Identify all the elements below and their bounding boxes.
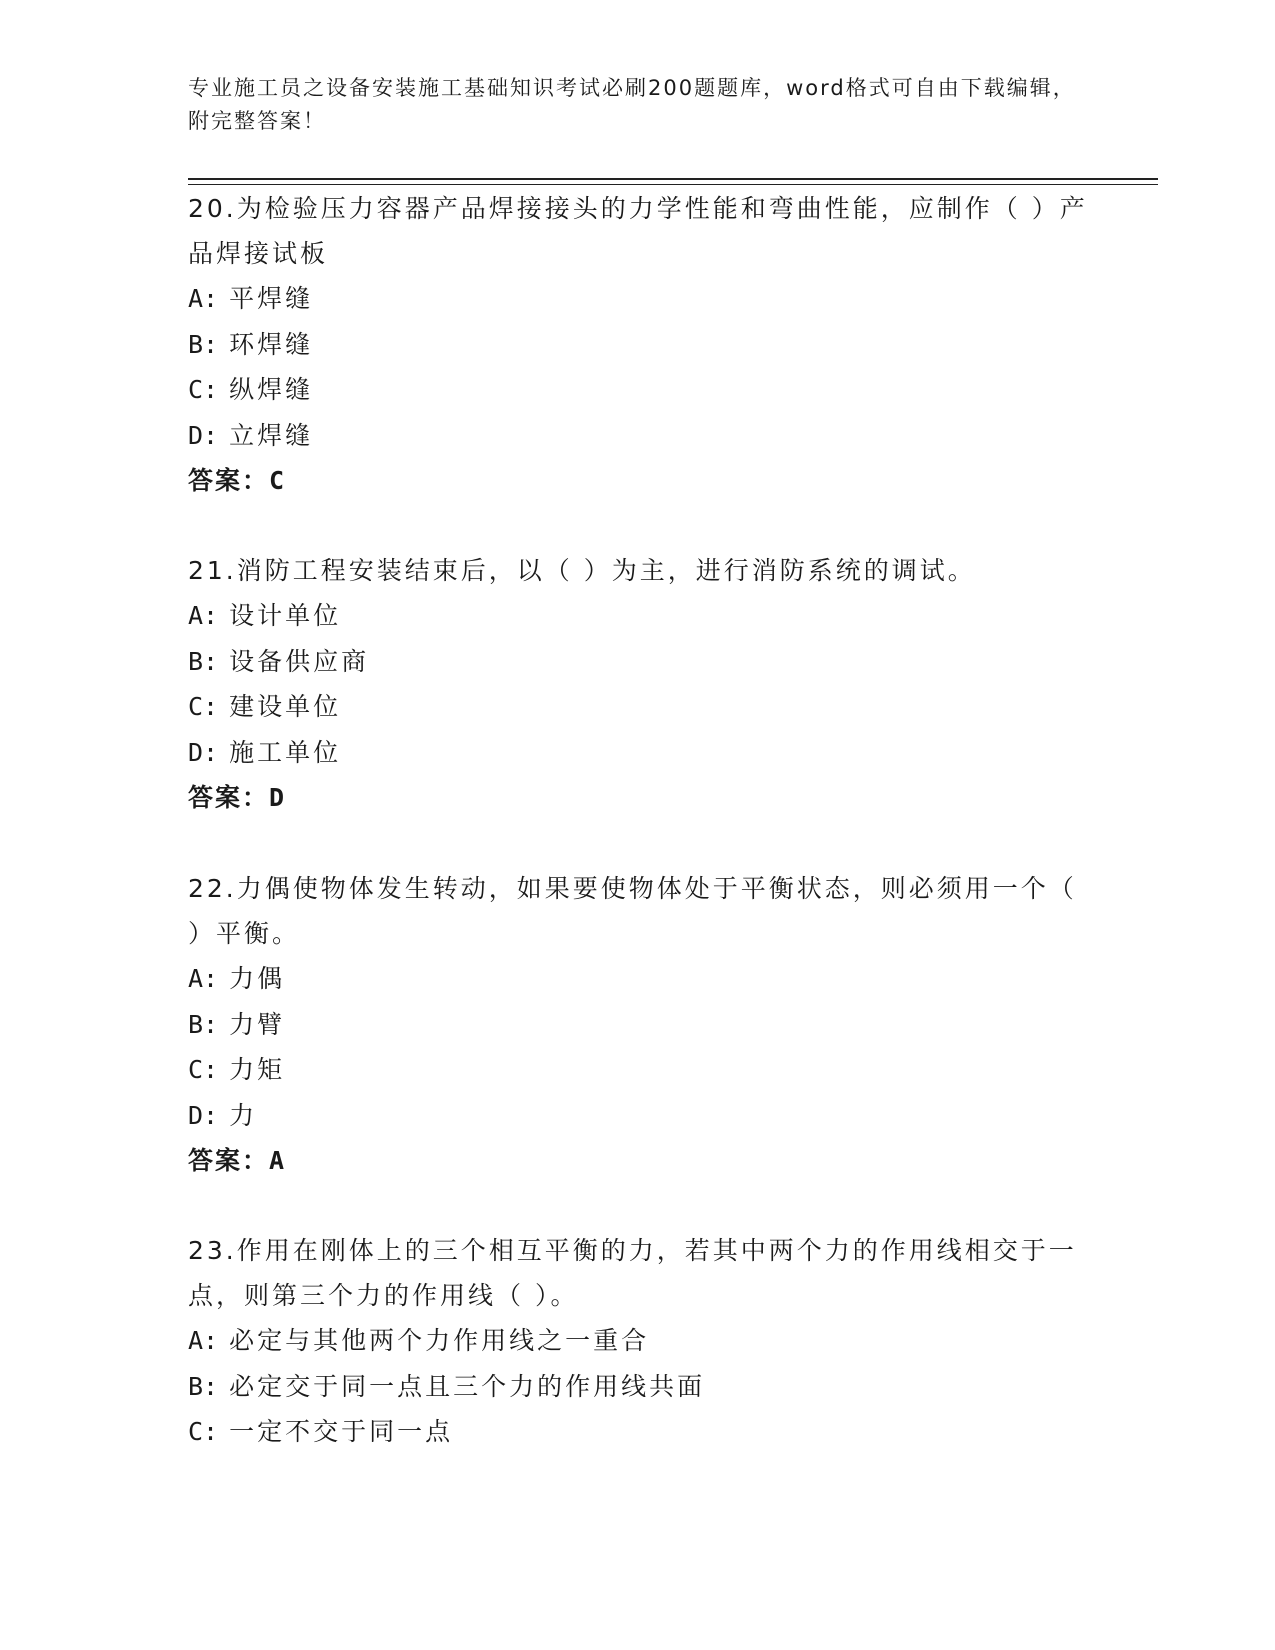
question-stem: 23.作用在刚体上的三个相互平衡的力，若其中两个力的作用线相交于一点，则第三个力的作用线（ ）。 bbox=[188, 1236, 1077, 1310]
option-text: 力 bbox=[229, 1100, 258, 1130]
question-stem: 21.消防工程安装结束后，以（ ）为主，进行消防系统的调试。 bbox=[188, 556, 976, 585]
option-c bbox=[188, 1409, 1088, 1455]
answer-line bbox=[188, 1138, 1088, 1184]
option-text: 纵焊缝 bbox=[229, 375, 314, 404]
option-a bbox=[188, 276, 1088, 322]
answer-line bbox=[188, 458, 1088, 504]
option-letter: A: bbox=[188, 601, 219, 630]
option-letter: B: bbox=[188, 646, 219, 676]
header-divider-thin bbox=[188, 184, 1158, 185]
option-letter: B: bbox=[188, 329, 219, 359]
option-d bbox=[188, 730, 1088, 776]
option-c bbox=[188, 684, 1088, 730]
option-letter: C: bbox=[188, 375, 219, 404]
question-stem: 20.为检验压力容器产品焊接接头的力学性能和弯曲性能，应制作（ ）产品焊接试板 bbox=[188, 194, 1088, 268]
question-20 bbox=[188, 186, 1088, 504]
option-letter: D: bbox=[188, 420, 219, 450]
answer-label: 答案： bbox=[188, 466, 270, 495]
option-text: 力臂 bbox=[229, 1009, 286, 1039]
option-b bbox=[188, 1002, 1088, 1048]
option-text: 施工单位 bbox=[229, 737, 342, 767]
document-header: 专业施工员之设备安装施工基础知识考试必刷200题题库，word格式可自由下载编辑，附完整答案！ bbox=[188, 76, 1076, 133]
option-letter: A: bbox=[188, 284, 219, 313]
option-text: 设计单位 bbox=[229, 601, 342, 630]
question-21 bbox=[188, 548, 1088, 821]
option-text: 平焊缝 bbox=[229, 284, 314, 313]
answer-value: D bbox=[269, 783, 287, 812]
option-text: 必定交于同一点且三个力的作用线共面 bbox=[229, 1371, 706, 1401]
option-text: 建设单位 bbox=[229, 692, 342, 721]
option-letter: A: bbox=[188, 964, 219, 993]
option-text: 力偶 bbox=[229, 964, 286, 993]
option-c bbox=[188, 1047, 1088, 1093]
option-b bbox=[188, 1364, 1088, 1410]
option-text: 环焊缝 bbox=[229, 329, 314, 359]
answer-value: C bbox=[269, 466, 287, 495]
option-d bbox=[188, 413, 1088, 459]
option-letter: C: bbox=[188, 692, 219, 721]
answer-value: A bbox=[269, 1146, 287, 1175]
option-c bbox=[188, 367, 1088, 413]
header-divider bbox=[188, 178, 1158, 180]
question-stem: 22.力偶使物体发生转动，如果要使物体处于平衡状态，则必须用一个（ ）平衡。 bbox=[188, 874, 1077, 948]
option-letter: C: bbox=[188, 1417, 219, 1446]
question-22 bbox=[188, 866, 1088, 1184]
option-d bbox=[188, 1093, 1088, 1139]
answer-label: 答案： bbox=[188, 783, 270, 812]
option-letter: B: bbox=[188, 1009, 219, 1039]
option-letter: B: bbox=[188, 1371, 219, 1401]
option-text: 立焊缝 bbox=[229, 420, 314, 450]
option-text: 必定与其他两个力作用线之一重合 bbox=[229, 1326, 650, 1355]
answer-line bbox=[188, 775, 1088, 821]
option-a bbox=[188, 593, 1088, 639]
option-text: 力矩 bbox=[229, 1055, 286, 1084]
option-b bbox=[188, 322, 1088, 368]
option-text: 一定不交于同一点 bbox=[229, 1417, 454, 1446]
option-a bbox=[188, 1318, 1088, 1364]
option-b bbox=[188, 639, 1088, 685]
option-text: 设备供应商 bbox=[229, 646, 370, 676]
question-23 bbox=[188, 1228, 1088, 1455]
option-a bbox=[188, 956, 1088, 1002]
option-letter: A: bbox=[188, 1326, 219, 1355]
option-letter: D: bbox=[188, 737, 219, 767]
option-letter: D: bbox=[188, 1100, 219, 1130]
answer-label: 答案： bbox=[188, 1146, 270, 1175]
option-letter: C: bbox=[188, 1055, 219, 1084]
